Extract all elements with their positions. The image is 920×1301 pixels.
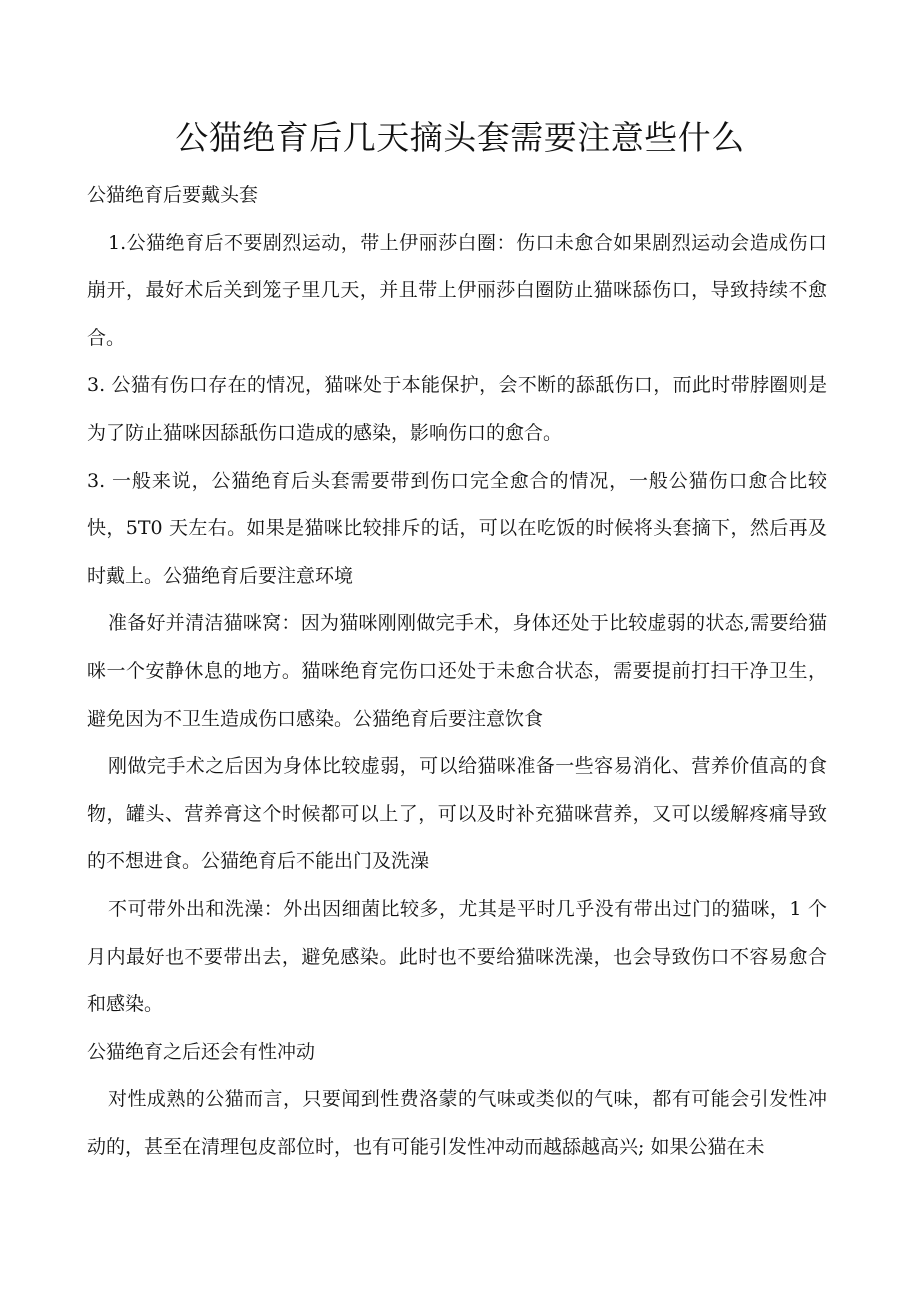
- paragraph-no-outing-bathing: 不可带外出和洗澡：外出因细菌比较多，尤其是平时几乎没有带出过门的猫咪，1 个月内最好也不要带出去，避免感染。此时也不要给猫咪洗澡，也会导致伤口不容易愈合和感染。: [87, 897, 827, 1016]
- paragraph-no-exercise: 1.公猫绝育后不要剧烈运动，带上伊丽莎白圈：伤口未愈合如果剧烈运动会造成伤口崩开，最好术后关到笼子里几天，并且带上伊丽莎白圈防止猫咪舔伤口，导致持续不愈合。: [87, 231, 827, 349]
- paragraph-sexual-impulse: 对性成熟的公猫而言，只要闻到性费洛蒙的气味或类似的气味，都有可能会引发性冲动的，甚至在清理包皮部位时，也有可能引发性冲动而越舔越高兴; 如果公猫在未: [87, 1088, 827, 1158]
- paragraph-diet: 刚做完手术之后因为身体比较虚弱，可以给猫咪准备一些容易消化、营养价值高的食物，罐头、营养膏这个时候都可以上了，可以及时补充猫咪营养，又可以缓解疼痛导致的不想进食。公猫绝育后不能出门及洗澡: [87, 755, 827, 873]
- paragraph-wound-protection: 3. 公猫有伤口存在的情况，猫咪处于本能保护，会不断的舔舐伤口，而此时带脖圈则是为了防止猫咪因舔舐伤口造成的感染，影响伤口的愈合。: [87, 374, 827, 444]
- document-title: 公猫绝育后几天摘头套需要注意些什么: [175, 118, 745, 157]
- document-body: [87, 172, 827, 1171]
- paragraph-headgear-duration: 3. 一般来说，公猫绝育后头套需要带到伤口完全愈合的情况，一般公猫伤口愈合比较快，5T0 天左右。如果是猫咪比较排斥的话，可以在吃饭的时候将头套摘下，然后再及时戴上。公猫绝育后要注意环境: [87, 469, 827, 587]
- subheading-headgear: 公猫绝育后要戴头套: [87, 184, 259, 206]
- paragraph-environment: 准备好并清洁猫咪窝：因为猫咪刚刚做完手术，身体还处于比较虚弱的状态,需要给猫咪一个安静休息的地方。猫咪绝育完伤口还处于未愈合状态，需要提前打扫干净卫生，避免因为不卫生造成伤口感染。公猫绝育后要注意饮食: [87, 612, 827, 730]
- subheading-sexual-impulse: 公猫绝育之后还会有性冲动: [87, 1040, 316, 1063]
